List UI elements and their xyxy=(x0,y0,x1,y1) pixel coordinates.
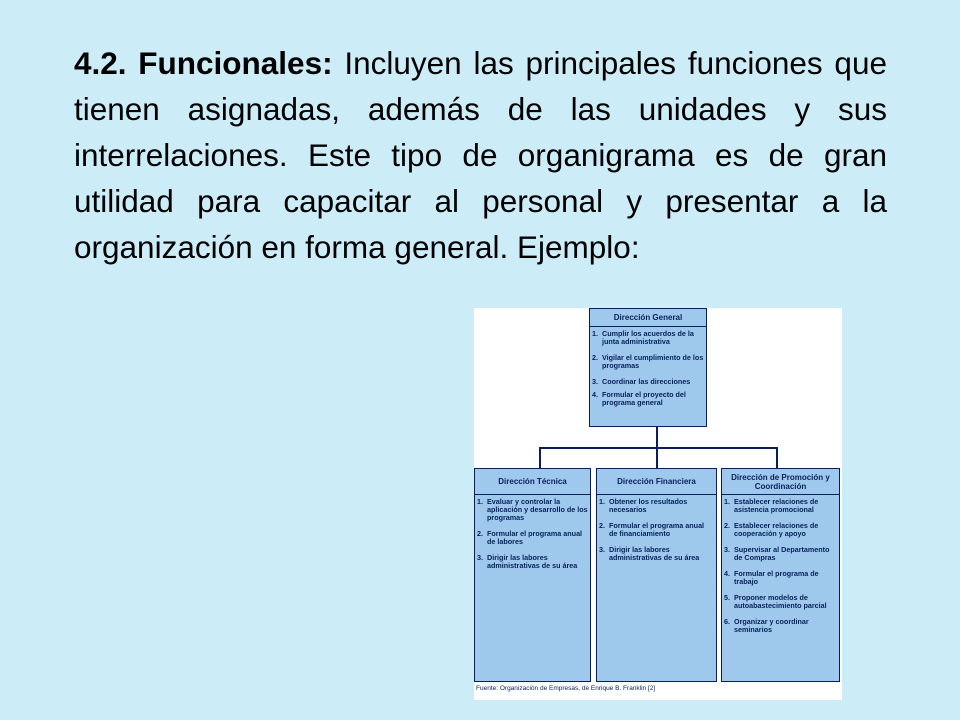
connector-right xyxy=(776,447,778,468)
org-box-title: Dirección de Promoción y Coordinación xyxy=(722,469,839,495)
function-list xyxy=(722,495,839,634)
function-item: 2. Vigilar el cumplimiento de los programas xyxy=(592,353,704,370)
section-body: Incluyen las principales funciones que tienen asignadas, además de las unidades y sus interrelaciones. Este tipo de organigrama es de gran utilidad para capacitar al personal y presentar a la organización en forma general. Ejemplo: xyxy=(74,45,887,265)
function-list xyxy=(475,495,590,570)
function-item: 2. Formular el programa anual de labores xyxy=(477,529,583,546)
org-box-title: Dirección Financiera xyxy=(597,469,716,495)
functional-org-chart xyxy=(474,308,842,700)
function-item: 1. Establecer relaciones de asistencia promocional xyxy=(724,497,819,514)
function-item: 4. Formular el programa de trabajo xyxy=(724,569,819,586)
source-citation: Fuente: Organización de Empresas, de Enrique B. Franklin [2] xyxy=(476,685,656,692)
function-item: 1. Obtener los resultados necesarios xyxy=(599,497,688,514)
org-box-title: Dirección General xyxy=(590,309,706,327)
function-item: 1. Evaluar y controlar la aplicación y desarrollo de los programas xyxy=(477,497,588,522)
function-item: 2. Establecer relaciones de cooperación y apoyo xyxy=(724,521,819,538)
connector-horizontal xyxy=(539,447,776,449)
function-item: 5. Proponer modelos de autoabastecimiento parcial xyxy=(724,593,827,610)
function-item: 3. Dirigir las labores administrativas de su área xyxy=(477,553,578,570)
function-item: 6. Organizar y coordinar seminarios xyxy=(724,617,809,634)
slide-paragraph xyxy=(74,40,887,270)
function-item: 1. Cumplir los acuerdos de la junta administrativa xyxy=(592,329,694,346)
connector-left xyxy=(539,447,541,468)
section-heading: 4.2. Funcionales: xyxy=(74,45,333,81)
org-box-direccion-tecnica xyxy=(474,468,591,682)
org-box-direccion-promocion-coordinacion xyxy=(721,468,840,682)
org-box-direccion-general xyxy=(589,308,707,427)
function-list xyxy=(590,327,706,407)
connector-center xyxy=(656,447,658,468)
connector-vertical-top xyxy=(656,427,658,447)
function-item: 2. Formular el programa anual de financiamiento xyxy=(599,521,705,538)
function-item: 3. Supervisar al Departamento de Compras xyxy=(724,545,830,562)
function-item: 3. Coordinar las direcciones xyxy=(592,377,691,386)
org-box-direccion-financiera xyxy=(596,468,717,682)
function-list xyxy=(597,495,716,562)
org-box-title: Dirección Técnica xyxy=(475,469,590,495)
function-item: 3. Dirigir las labores administrativas de su área xyxy=(599,545,700,562)
function-item: 4. Formular el proyecto del programa general xyxy=(592,390,686,407)
